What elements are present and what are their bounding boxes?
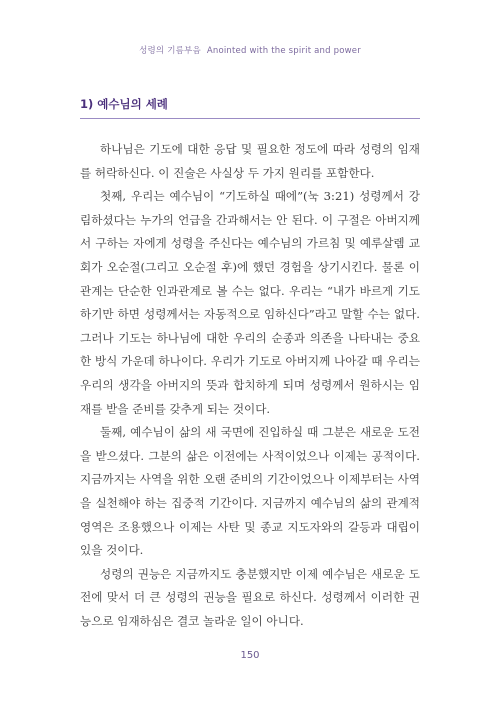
body-text [80,138,420,633]
running-header-english: Anointed with the spirit and power [206,46,361,56]
running-header [0,44,500,56]
page-number: 150 [240,650,260,661]
paragraph-4: 성령의 권능은 지금까지도 충분했지만 이제 예수님은 새로운 도전에 맞서 더 큰 성령의 권능을 필요로 하신다. 성령께서 이러한 권능으로 임재하심은 결코 놀라운 일이 아니다. [80,566,420,628]
paragraph-2: 첫째, 우리는 예수님이 “기도하실 때에”(눅 3:21) 성령께서 강림하셨다는 누가의 언급을 간과해서는 안 된다. 이 구절은 아버지께서 구하는 자에게 성령을 주신다는 예수님의 가르침 및 예루살렘 교회가 오순절(그리고 오순절 후)에 했던 경험을 상기시킨다. 물론 이 관계는 단순한 인과관계로 볼 수는 없다. 우리는 “내가 바르게 기도하기만 하면 성령께서는 자동적으로 임하신다”라고 말할 수는 없다. 그러나 기도는 하나님에 대한 우리의 순종과 의존을 나타내는 중요한 방식 가운데 하나이다. 우리가 기도로 아버지께 나아갈 때 우리는 우리의 생각을 아버지의 뜻과 합치하게 되며 성령께서 원하시는 임재를 받을 준비를 갖추게 되는 것이다. [80,189,420,416]
paragraph-1: 하나님은 기도에 대한 응답 및 필요한 정도에 따라 성령의 임재를 허락하신다. 이 진술은 사실상 두 가지 원리를 포함한다. [80,142,420,180]
running-header-korean: 성령의 기름부음 [139,46,201,56]
paragraph-3: 둘째, 예수님이 삶의 새 국면에 진입하실 때 그분은 새로운 도전을 받으셨다. 그분의 삶은 이전에는 사적이었으나 이제는 공적이다. 지금까지는 사역을 위한 오랜 준비의 기간이었으나 이제부터는 사역을 실천해야 하는 집중적 기간이다. 지금까지 예수님의 삶의 관계적 영역은 조용했으나 이제는 사탄 및 종교 지도자와의 갈등과 대립이 있을 것이다. [80,425,420,558]
section-heading: 1) 예수님의 세례 [80,96,420,119]
